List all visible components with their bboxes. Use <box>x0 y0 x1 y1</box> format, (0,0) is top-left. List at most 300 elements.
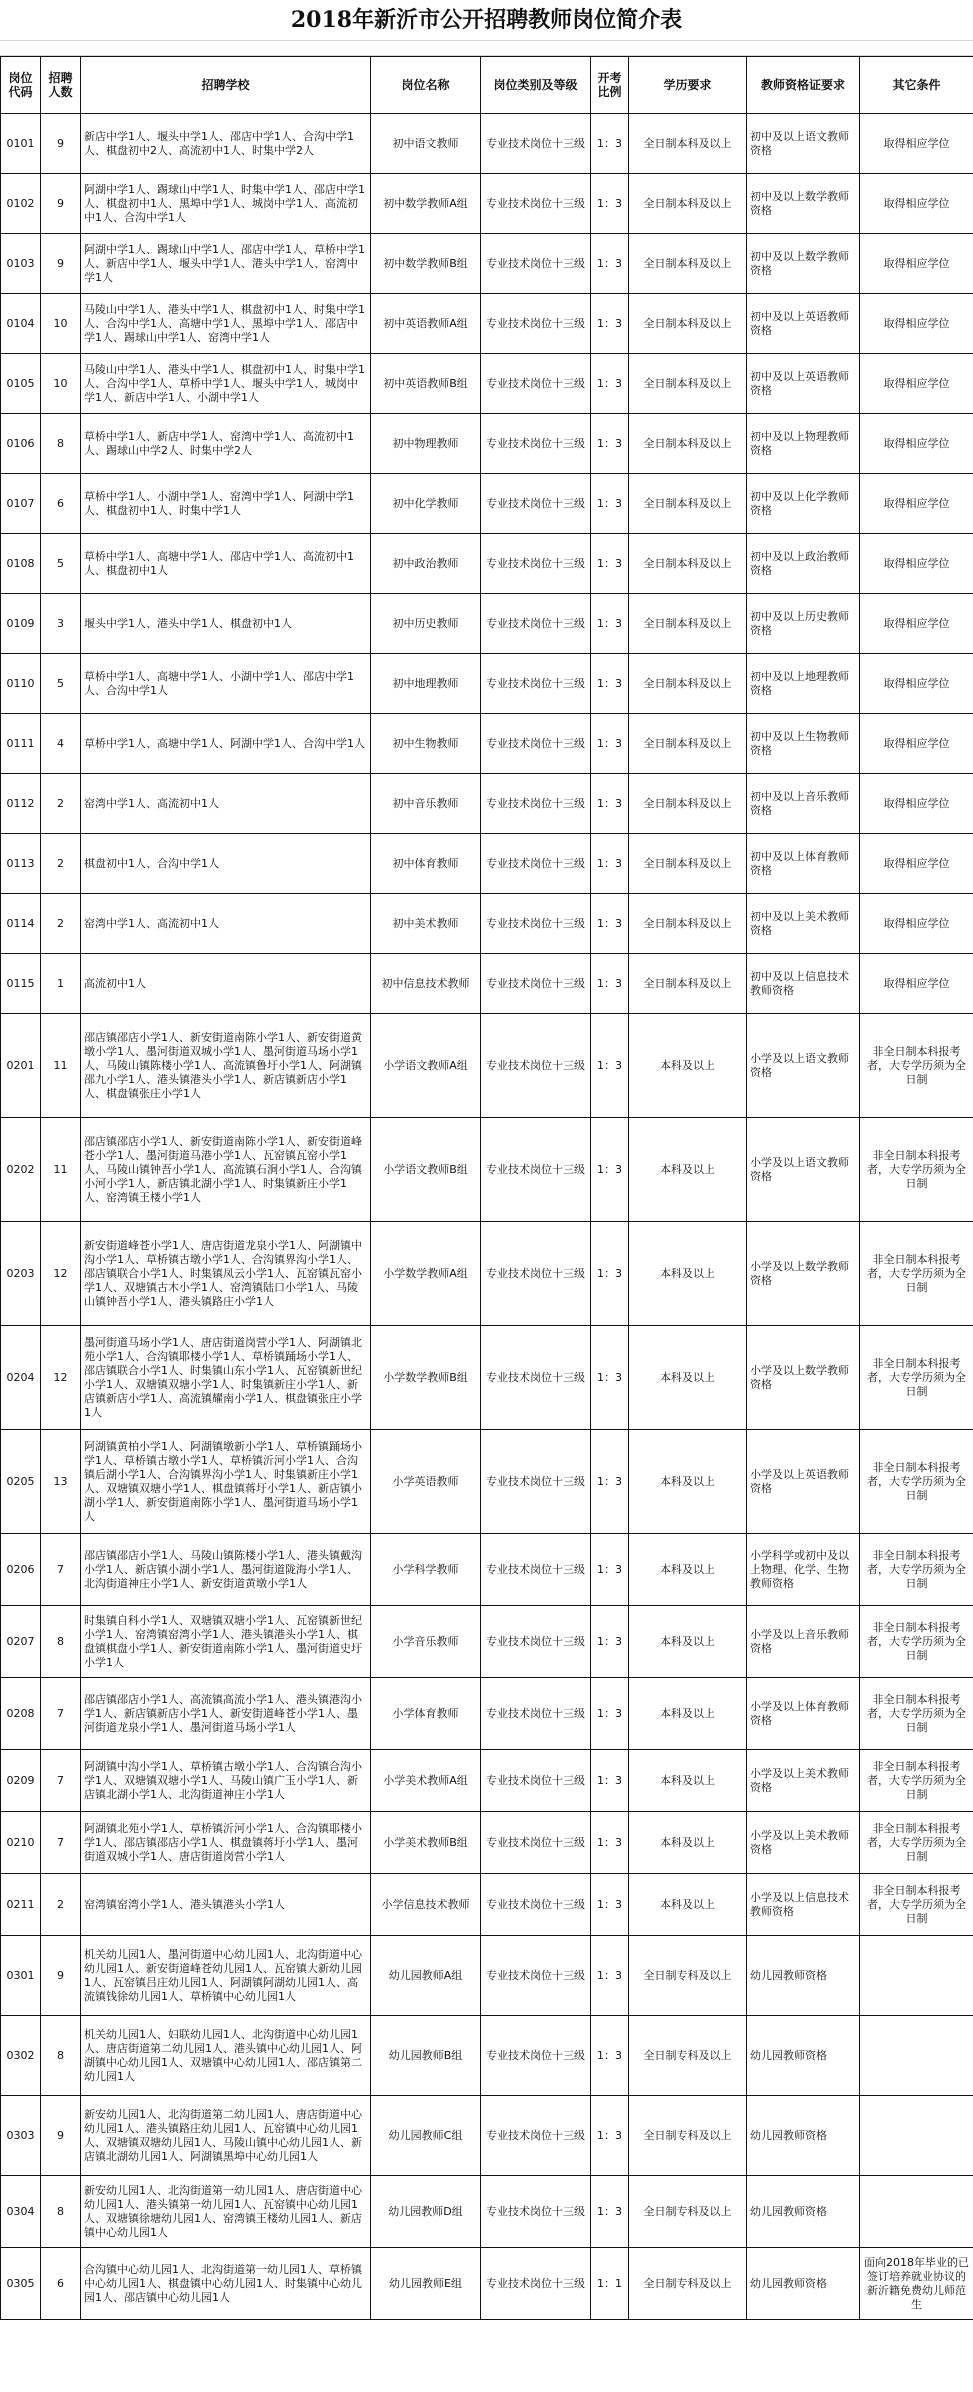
cell-other: 取得相应学位 <box>860 354 973 414</box>
table-row <box>1 834 973 894</box>
cell-education: 全日制本科及以上 <box>629 174 747 234</box>
header-education: 学历要求 <box>629 57 747 114</box>
page-title: 2018年新沂市公开招聘教师岗位简介表 <box>0 0 973 41</box>
spacer-row <box>0 41 973 56</box>
cell-ratio: 1：1 <box>591 2248 629 2320</box>
cell-ratio: 1：3 <box>591 294 629 354</box>
cell-ratio: 1：3 <box>591 1014 629 1118</box>
cell-other: 取得相应学位 <box>860 774 973 834</box>
cell-cert: 小学及以上英语教师资格 <box>747 1430 860 1534</box>
cell-other: 非全日制本科报考者，大专学历须为全日制 <box>860 1750 973 1812</box>
cell-code: 0205 <box>1 1430 41 1534</box>
cell-position: 小学音乐教师 <box>371 1606 481 1678</box>
cell-position: 小学数学教师A组 <box>371 1222 481 1326</box>
cell-cert: 初中及以上生物教师资格 <box>747 714 860 774</box>
cell-schools: 窑湾中学1人、高流初中1人 <box>81 774 371 834</box>
cell-education: 本科及以上 <box>629 1326 747 1430</box>
cell-education: 本科及以上 <box>629 1222 747 1326</box>
cell-other: 取得相应学位 <box>860 594 973 654</box>
cell-ratio: 1：3 <box>591 174 629 234</box>
table-row <box>1 2248 973 2320</box>
cell-schools: 阿湖中学1人、踢球山中学1人、邵店中学1人、草桥中学1人、新店中学1人、堰头中学1人、港头中学1人、窑湾中学1人 <box>81 234 371 294</box>
header-ratio: 开考比例 <box>591 57 629 114</box>
cell-cert: 初中及以上体育教师资格 <box>747 834 860 894</box>
cell-code: 0206 <box>1 1534 41 1606</box>
cell-schools: 阿湖镇中沟小学1人、草桥镇古墩小学1人、合沟镇合沟小学1人、双塘镇双塘小学1人、马陵山镇广玉小学1人、新店镇北湖小学1人、北沟街道神庄小学1人 <box>81 1750 371 1812</box>
cell-education: 全日制本科及以上 <box>629 714 747 774</box>
table-row <box>1 234 973 294</box>
cell-ratio: 1：3 <box>591 774 629 834</box>
cell-ratio: 1：3 <box>591 1678 629 1750</box>
cell-education: 全日制专科及以上 <box>629 2248 747 2320</box>
cell-schools: 新安幼儿园1人、北沟街道第二幼儿园1人、唐店街道中心幼儿园1人、港头镇路庄幼儿园1人、瓦窑镇中心幼儿园1人、双塘镇双塘幼儿园1人、马陵山镇中心幼儿园1人、新店镇北湖幼儿园1人、阿湖镇黑埠中心幼儿园1人 <box>81 2096 371 2176</box>
cell-ratio: 1：3 <box>591 954 629 1014</box>
cell-category: 专业技术岗位十三级 <box>481 234 591 294</box>
cell-num: 9 <box>41 114 81 174</box>
cell-position: 初中化学教师 <box>371 474 481 534</box>
cell-education: 全日制本科及以上 <box>629 594 747 654</box>
cell-other: 取得相应学位 <box>860 114 973 174</box>
header-position: 岗位名称 <box>371 57 481 114</box>
cell-other <box>860 1936 973 2016</box>
cell-category: 专业技术岗位十三级 <box>481 1014 591 1118</box>
table-row <box>1 2096 973 2176</box>
cell-position: 初中历史教师 <box>371 594 481 654</box>
cell-position: 初中英语教师A组 <box>371 294 481 354</box>
cell-category: 专业技术岗位十三级 <box>481 2248 591 2320</box>
header-row <box>1 57 973 114</box>
cell-education: 全日制专科及以上 <box>629 2176 747 2248</box>
cell-cert: 初中及以上物理教师资格 <box>747 414 860 474</box>
cell-code: 0112 <box>1 774 41 834</box>
cell-other <box>860 2176 973 2248</box>
cell-education: 本科及以上 <box>629 1118 747 1222</box>
cell-position: 幼儿园教师C组 <box>371 2096 481 2176</box>
cell-cert: 小学及以上语文教师资格 <box>747 1014 860 1118</box>
cell-num: 10 <box>41 354 81 414</box>
cell-code: 0105 <box>1 354 41 414</box>
cell-education: 本科及以上 <box>629 1750 747 1812</box>
cell-schools: 窑湾中学1人、高流初中1人 <box>81 894 371 954</box>
cell-other: 非全日制本科报考者，大专学历须为全日制 <box>860 1222 973 1326</box>
cell-education: 本科及以上 <box>629 1874 747 1936</box>
cell-cert: 初中及以上数学教师资格 <box>747 174 860 234</box>
cell-cert: 初中及以上美术教师资格 <box>747 894 860 954</box>
table-row <box>1 1014 973 1118</box>
cell-education: 全日制专科及以上 <box>629 2016 747 2096</box>
cell-code: 0202 <box>1 1118 41 1222</box>
cell-schools: 窑湾镇窑湾小学1人、港头镇港头小学1人 <box>81 1874 371 1936</box>
header-code: 岗位代码 <box>1 57 41 114</box>
cell-cert: 幼儿园教师资格 <box>747 2096 860 2176</box>
cell-cert: 初中及以上英语教师资格 <box>747 294 860 354</box>
cell-category: 专业技术岗位十三级 <box>481 294 591 354</box>
cell-num: 9 <box>41 234 81 294</box>
cell-num: 2 <box>41 834 81 894</box>
cell-position: 小学数学教师B组 <box>371 1326 481 1430</box>
cell-schools: 墨河街道马场小学1人、唐店街道岗营小学1人、阿湖镇北苑小学1人、合沟镇耶楼小学1人、草桥镇踊场小学1人、邵店镇联合小学1人、时集镇山东小学1人、瓦窑镇新世纪小学1人、双塘镇双塘小学1人、时集镇新庄小学1人、新店镇新店小学1人、高流镇耀南小学1人、棋盘镇张庄小学1人 <box>81 1326 371 1430</box>
cell-ratio: 1：3 <box>591 1534 629 1606</box>
table-row <box>1 174 973 234</box>
table-body <box>1 114 973 2320</box>
cell-cert: 幼儿园教师资格 <box>747 2176 860 2248</box>
cell-num: 2 <box>41 894 81 954</box>
cell-schools: 马陵山中学1人、港头中学1人、棋盘初中1人、时集中学1人、合沟中学1人、高塘中学1人、黑埠中学1人、邵店中学1人、踢球山中学1人、窑湾中学1人 <box>81 294 371 354</box>
cell-schools: 新安幼儿园1人、北沟街道第一幼儿园1人、唐店街道中心幼儿园1人、港头镇第一幼儿园1人、瓦窑镇中心幼儿园1人、双塘镇徐塘幼儿园1人、窑湾镇王楼幼儿园1人、新店镇中心幼儿园1人 <box>81 2176 371 2248</box>
cell-position: 初中语文教师 <box>371 114 481 174</box>
cell-ratio: 1：3 <box>591 414 629 474</box>
cell-position: 初中政治教师 <box>371 534 481 594</box>
cell-education: 全日制本科及以上 <box>629 894 747 954</box>
cell-other: 非全日制本科报考者，大专学历须为全日制 <box>860 1534 973 1606</box>
table-row <box>1 114 973 174</box>
cell-schools: 时集镇自科小学1人、双塘镇双塘小学1人、瓦窑镇新世纪小学1人、窑湾镇窑湾小学1人、港头镇港头小学1人、棋盘镇棋盘小学1人、新安街道南陈小学1人、墨河街道史圩小学1人 <box>81 1606 371 1678</box>
cell-cert: 幼儿园教师资格 <box>747 2248 860 2320</box>
cell-category: 专业技术岗位十三级 <box>481 1874 591 1936</box>
cell-num: 11 <box>41 1118 81 1222</box>
cell-code: 0303 <box>1 2096 41 2176</box>
cell-code: 0108 <box>1 534 41 594</box>
cell-num: 9 <box>41 2096 81 2176</box>
cell-position: 初中信息技术教师 <box>371 954 481 1014</box>
cell-other: 取得相应学位 <box>860 174 973 234</box>
cell-category: 专业技术岗位十三级 <box>481 354 591 414</box>
cell-cert: 初中及以上英语教师资格 <box>747 354 860 414</box>
cell-code: 0208 <box>1 1678 41 1750</box>
cell-schools: 马陵山中学1人、港头中学1人、棋盘初中1人、时集中学1人、合沟中学1人、草桥中学1人、堰头中学1人、城岗中学1人、新店中学1人、小湖中学1人 <box>81 354 371 414</box>
recruitment-table <box>0 56 973 2320</box>
cell-ratio: 1：3 <box>591 1874 629 1936</box>
header-schools: 招聘学校 <box>81 57 371 114</box>
cell-cert: 初中及以上数学教师资格 <box>747 234 860 294</box>
cell-code: 0114 <box>1 894 41 954</box>
cell-num: 6 <box>41 474 81 534</box>
cell-num: 7 <box>41 1812 81 1874</box>
cell-code: 0302 <box>1 2016 41 2096</box>
table-row <box>1 1812 973 1874</box>
cell-category: 专业技术岗位十三级 <box>481 414 591 474</box>
cell-other: 取得相应学位 <box>860 714 973 774</box>
table-row <box>1 2176 973 2248</box>
cell-num: 2 <box>41 1874 81 1936</box>
cell-num: 7 <box>41 1534 81 1606</box>
cell-other: 非全日制本科报考者，大专学历须为全日制 <box>860 1606 973 1678</box>
cell-num: 12 <box>41 1222 81 1326</box>
cell-category: 专业技术岗位十三级 <box>481 894 591 954</box>
cell-other: 取得相应学位 <box>860 954 973 1014</box>
cell-ratio: 1：3 <box>591 1606 629 1678</box>
table-row <box>1 474 973 534</box>
cell-cert: 小学及以上美术教师资格 <box>747 1750 860 1812</box>
table-row <box>1 774 973 834</box>
cell-other: 非全日制本科报考者，大专学历须为全日制 <box>860 1812 973 1874</box>
cell-education: 全日制本科及以上 <box>629 834 747 894</box>
cell-education: 本科及以上 <box>629 1678 747 1750</box>
cell-cert: 小学及以上音乐教师资格 <box>747 1606 860 1678</box>
cell-cert: 初中及以上语文教师资格 <box>747 114 860 174</box>
cell-code: 0203 <box>1 1222 41 1326</box>
cell-schools: 阿湖镇黄柏小学1人、阿湖镇墩新小学1人、草桥镇踊场小学1人、草桥镇古墩小学1人、草桥镇沂河小学1人、合沟镇后湖小学1人、合沟镇界沟小学1人、时集镇新庄小学1人、双塘镇双塘小学1人、棋盘镇蒋圩小学1人、新店镇小湖小学1人、新安街道南陈小学1人、墨河街道马场小学1人 <box>81 1430 371 1534</box>
table-row <box>1 714 973 774</box>
table-row <box>1 1534 973 1606</box>
cell-ratio: 1：3 <box>591 1812 629 1874</box>
cell-ratio: 1：3 <box>591 534 629 594</box>
cell-education: 本科及以上 <box>629 1014 747 1118</box>
cell-num: 8 <box>41 2016 81 2096</box>
cell-position: 小学信息技术教师 <box>371 1874 481 1936</box>
cell-other: 取得相应学位 <box>860 294 973 354</box>
cell-code: 0210 <box>1 1812 41 1874</box>
table-row <box>1 354 973 414</box>
cell-code: 0211 <box>1 1874 41 1936</box>
header-num: 招聘人数 <box>41 57 81 114</box>
cell-ratio: 1：3 <box>591 2016 629 2096</box>
cell-education: 全日制本科及以上 <box>629 954 747 1014</box>
cell-cert: 小学及以上美术教师资格 <box>747 1812 860 1874</box>
cell-position: 初中物理教师 <box>371 414 481 474</box>
cell-code: 0301 <box>1 1936 41 2016</box>
cell-other: 取得相应学位 <box>860 534 973 594</box>
cell-ratio: 1：3 <box>591 1118 629 1222</box>
cell-schools: 堰头中学1人、港头中学1人、棋盘初中1人 <box>81 594 371 654</box>
cell-category: 专业技术岗位十三级 <box>481 954 591 1014</box>
cell-position: 小学语文教师B组 <box>371 1118 481 1222</box>
cell-code: 0115 <box>1 954 41 1014</box>
cell-cert: 初中及以上信息技术教师资格 <box>747 954 860 1014</box>
cell-num: 8 <box>41 414 81 474</box>
cell-cert: 小学及以上数学教师资格 <box>747 1326 860 1430</box>
cell-category: 专业技术岗位十三级 <box>481 1222 591 1326</box>
cell-cert: 初中及以上历史教师资格 <box>747 594 860 654</box>
cell-ratio: 1：3 <box>591 1936 629 2016</box>
cell-category: 专业技术岗位十三级 <box>481 1430 591 1534</box>
cell-num: 8 <box>41 1606 81 1678</box>
cell-education: 全日制本科及以上 <box>629 774 747 834</box>
cell-cert: 初中及以上政治教师资格 <box>747 534 860 594</box>
cell-position: 幼儿园教师E组 <box>371 2248 481 2320</box>
cell-ratio: 1：3 <box>591 894 629 954</box>
cell-other: 面向2018年毕业的已签订培养就业协议的新沂籍免费幼儿师范生 <box>860 2248 973 2320</box>
cell-other: 取得相应学位 <box>860 834 973 894</box>
cell-category: 专业技术岗位十三级 <box>481 1936 591 2016</box>
cell-code: 0110 <box>1 654 41 714</box>
cell-code: 0106 <box>1 414 41 474</box>
cell-education: 全日制本科及以上 <box>629 354 747 414</box>
cell-category: 专业技术岗位十三级 <box>481 1750 591 1812</box>
cell-schools: 合沟镇中心幼儿园1人、北沟街道第一幼儿园1人、草桥镇中心幼儿园1人、棋盘镇中心幼儿园1人、时集镇中心幼儿园1人、邵店镇中心幼儿园1人 <box>81 2248 371 2320</box>
cell-category: 专业技术岗位十三级 <box>481 1812 591 1874</box>
table-row <box>1 294 973 354</box>
cell-other: 非全日制本科报考者，大专学历须为全日制 <box>860 1430 973 1534</box>
table-row <box>1 894 973 954</box>
table-row <box>1 954 973 1014</box>
cell-num: 2 <box>41 774 81 834</box>
cell-position: 初中英语教师B组 <box>371 354 481 414</box>
cell-ratio: 1：3 <box>591 1222 629 1326</box>
cell-education: 全日制本科及以上 <box>629 234 747 294</box>
cell-num: 7 <box>41 1678 81 1750</box>
cell-category: 专业技术岗位十三级 <box>481 114 591 174</box>
cell-schools: 新安街道峰苍小学1人、唐店街道龙泉小学1人、阿湖镇中沟小学1人、草桥镇古墩小学1人、合沟镇界沟小学1人、邵店镇联合小学1人、时集镇凤云小学1人、瓦窑镇瓦窑小学1人、双塘镇古木小学1人、窑湾镇陆口小学1人、马陵山镇钟吾小学1人、港头镇路庄小学1人 <box>81 1222 371 1326</box>
cell-ratio: 1：3 <box>591 834 629 894</box>
cell-code: 0109 <box>1 594 41 654</box>
cell-code: 0107 <box>1 474 41 534</box>
cell-position: 小学科学教师 <box>371 1534 481 1606</box>
cell-schools: 阿湖镇北苑小学1人、草桥镇沂河小学1人、合沟镇耶楼小学1人、邵店镇邵店小学1人、棋盘镇蒋圩小学1人、墨河街道双城小学1人、唐店街道岗营小学1人 <box>81 1812 371 1874</box>
cell-num: 10 <box>41 294 81 354</box>
cell-schools: 阿湖中学1人、踢球山中学1人、时集中学1人、邵店中学1人、棋盘初中1人、黑埠中学1人、城岗中学1人、高流初中1人、合沟中学1人 <box>81 174 371 234</box>
table-row <box>1 534 973 594</box>
table-row <box>1 1678 973 1750</box>
cell-education: 全日制本科及以上 <box>629 414 747 474</box>
cell-code: 0101 <box>1 114 41 174</box>
cell-num: 5 <box>41 654 81 714</box>
table-row <box>1 1326 973 1430</box>
cell-ratio: 1：3 <box>591 1430 629 1534</box>
cell-position: 初中生物教师 <box>371 714 481 774</box>
cell-code: 0104 <box>1 294 41 354</box>
cell-num: 7 <box>41 1750 81 1812</box>
cell-education: 本科及以上 <box>629 1534 747 1606</box>
cell-category: 专业技术岗位十三级 <box>481 174 591 234</box>
cell-schools: 机关幼儿园1人、墨河街道中心幼儿园1人、北沟街道中心幼儿园1人、新安街道峰苍幼儿园1人、瓦窑镇大新幼儿园1人、瓦窑镇吕庄幼儿园1人、阿湖镇阿湖幼儿园1人、高流镇钱徐幼儿园1人、草桥镇中心幼儿园1人 <box>81 1936 371 2016</box>
cell-ratio: 1：3 <box>591 714 629 774</box>
cell-position: 初中数学教师B组 <box>371 234 481 294</box>
header-category: 岗位类别及等级 <box>481 57 591 114</box>
cell-schools: 新店中学1人、堰头中学1人、邵店中学1人、合沟中学1人、棋盘初中2人、高流初中1人、时集中学2人 <box>81 114 371 174</box>
cell-code: 0111 <box>1 714 41 774</box>
cell-position: 初中音乐教师 <box>371 774 481 834</box>
table-row <box>1 2016 973 2096</box>
table-row <box>1 1606 973 1678</box>
cell-position: 小学英语教师 <box>371 1430 481 1534</box>
cell-num: 6 <box>41 2248 81 2320</box>
cell-other: 取得相应学位 <box>860 654 973 714</box>
cell-schools: 高流初中1人 <box>81 954 371 1014</box>
table-row <box>1 594 973 654</box>
cell-schools: 邵店镇邵店小学1人、新安街道南陈小学1人、新安街道峰苍小学1人、墨河街道马港小学1人、瓦窑镇瓦窑小学1人、马陵山镇钟吾小学1人、高流镇石涧小学1人、合沟镇小河小学1人、新店镇北湖小学1人、时集镇新庄小学1人、窑湾镇王楼小学1人 <box>81 1118 371 1222</box>
cell-education: 全日制本科及以上 <box>629 654 747 714</box>
cell-code: 0102 <box>1 174 41 234</box>
header-cert: 教师资格证要求 <box>747 57 860 114</box>
cell-cert: 小学及以上体育教师资格 <box>747 1678 860 1750</box>
cell-code: 0207 <box>1 1606 41 1678</box>
cell-code: 0304 <box>1 2176 41 2248</box>
cell-education: 全日制本科及以上 <box>629 114 747 174</box>
cell-category: 专业技术岗位十三级 <box>481 654 591 714</box>
cell-ratio: 1：3 <box>591 654 629 714</box>
cell-category: 专业技术岗位十三级 <box>481 2176 591 2248</box>
cell-education: 全日制本科及以上 <box>629 534 747 594</box>
cell-cert: 初中及以上音乐教师资格 <box>747 774 860 834</box>
cell-code: 0209 <box>1 1750 41 1812</box>
table-row <box>1 1874 973 1936</box>
cell-num: 8 <box>41 2176 81 2248</box>
cell-schools: 邵店镇邵店小学1人、马陵山镇陈楼小学1人、港头镇戴沟小学1人、新店镇小湖小学1人、墨河街道陇海小学1人、北沟街道神庄小学1人、新安街道黄墩小学1人 <box>81 1534 371 1606</box>
cell-education: 全日制本科及以上 <box>629 474 747 534</box>
table-row <box>1 1750 973 1812</box>
cell-num: 9 <box>41 1936 81 2016</box>
cell-num: 4 <box>41 714 81 774</box>
cell-category: 专业技术岗位十三级 <box>481 834 591 894</box>
cell-position: 幼儿园教师D组 <box>371 2176 481 2248</box>
cell-other: 取得相应学位 <box>860 894 973 954</box>
cell-category: 专业技术岗位十三级 <box>481 1678 591 1750</box>
cell-position: 小学美术教师B组 <box>371 1812 481 1874</box>
cell-cert: 小学及以上信息技术教师资格 <box>747 1874 860 1936</box>
cell-category: 专业技术岗位十三级 <box>481 2096 591 2176</box>
cell-ratio: 1：3 <box>591 2096 629 2176</box>
cell-position: 初中数学教师A组 <box>371 174 481 234</box>
cell-education: 全日制专科及以上 <box>629 2096 747 2176</box>
cell-other: 非全日制本科报考者，大专学历须为全日制 <box>860 1118 973 1222</box>
cell-schools: 棋盘初中1人、合沟中学1人 <box>81 834 371 894</box>
cell-other: 取得相应学位 <box>860 414 973 474</box>
cell-code: 0305 <box>1 2248 41 2320</box>
header-other: 其它条件 <box>860 57 973 114</box>
cell-code: 0103 <box>1 234 41 294</box>
table-row <box>1 1936 973 2016</box>
cell-other: 取得相应学位 <box>860 474 973 534</box>
cell-other <box>860 2096 973 2176</box>
cell-education: 本科及以上 <box>629 1606 747 1678</box>
cell-other: 非全日制本科报考者，大专学历须为全日制 <box>860 1326 973 1430</box>
cell-schools: 草桥中学1人、高塘中学1人、邵店中学1人、高流初中1人、棋盘初中1人 <box>81 534 371 594</box>
cell-ratio: 1：3 <box>591 2176 629 2248</box>
cell-ratio: 1：3 <box>591 594 629 654</box>
cell-other: 非全日制本科报考者，大专学历须为全日制 <box>860 1874 973 1936</box>
cell-position: 初中美术教师 <box>371 894 481 954</box>
cell-schools: 草桥中学1人、小湖中学1人、窑湾中学1人、阿湖中学1人、棋盘初中1人、时集中学1人 <box>81 474 371 534</box>
cell-schools: 邵店镇邵店小学1人、高流镇高流小学1人、港头镇港沟小学1人、新店镇新店小学1人、新安街道峰苍小学1人、墨河街道龙泉小学1人、墨河街道马场小学1人 <box>81 1678 371 1750</box>
cell-ratio: 1：3 <box>591 474 629 534</box>
cell-education: 全日制专科及以上 <box>629 1936 747 2016</box>
cell-category: 专业技术岗位十三级 <box>481 1326 591 1430</box>
cell-ratio: 1：3 <box>591 354 629 414</box>
table-row <box>1 1430 973 1534</box>
cell-num: 9 <box>41 174 81 234</box>
cell-position: 小学体育教师 <box>371 1678 481 1750</box>
cell-category: 专业技术岗位十三级 <box>481 534 591 594</box>
cell-schools: 草桥中学1人、高塘中学1人、阿湖中学1人、合沟中学1人 <box>81 714 371 774</box>
cell-category: 专业技术岗位十三级 <box>481 1606 591 1678</box>
cell-cert: 幼儿园教师资格 <box>747 2016 860 2096</box>
cell-other: 非全日制本科报考者，大专学历须为全日制 <box>860 1014 973 1118</box>
cell-num: 5 <box>41 534 81 594</box>
cell-num: 12 <box>41 1326 81 1430</box>
cell-schools: 草桥中学1人、新店中学1人、窑湾中学1人、高流初中1人、踢球山中学2人、时集中学2人 <box>81 414 371 474</box>
cell-cert: 初中及以上化学教师资格 <box>747 474 860 534</box>
cell-position: 初中地理教师 <box>371 654 481 714</box>
cell-schools: 邵店镇邵店小学1人、新安街道南陈小学1人、新安街道黄墩小学1人、墨河街道双城小学1人、墨河街道马场小学1人、马陵山镇陈楼小学1人、高流镇鲁圩小学1人、阿湖镇邵九小学1人、港头镇港头小学1人、新店镇新店小学1人、棋盘镇张庄小学1人 <box>81 1014 371 1118</box>
cell-num: 11 <box>41 1014 81 1118</box>
cell-code: 0113 <box>1 834 41 894</box>
cell-position: 幼儿园教师A组 <box>371 1936 481 2016</box>
cell-category: 专业技术岗位十三级 <box>481 1118 591 1222</box>
cell-num: 1 <box>41 954 81 1014</box>
cell-other: 非全日制本科报考者，大专学历须为全日制 <box>860 1678 973 1750</box>
cell-cert: 幼儿园教师资格 <box>747 1936 860 2016</box>
cell-category: 专业技术岗位十三级 <box>481 474 591 534</box>
cell-ratio: 1：3 <box>591 114 629 174</box>
cell-position: 幼儿园教师B组 <box>371 2016 481 2096</box>
cell-other: 取得相应学位 <box>860 234 973 294</box>
cell-category: 专业技术岗位十三级 <box>481 594 591 654</box>
cell-ratio: 1：3 <box>591 1750 629 1812</box>
cell-education: 全日制本科及以上 <box>629 294 747 354</box>
cell-num: 3 <box>41 594 81 654</box>
cell-education: 本科及以上 <box>629 1812 747 1874</box>
